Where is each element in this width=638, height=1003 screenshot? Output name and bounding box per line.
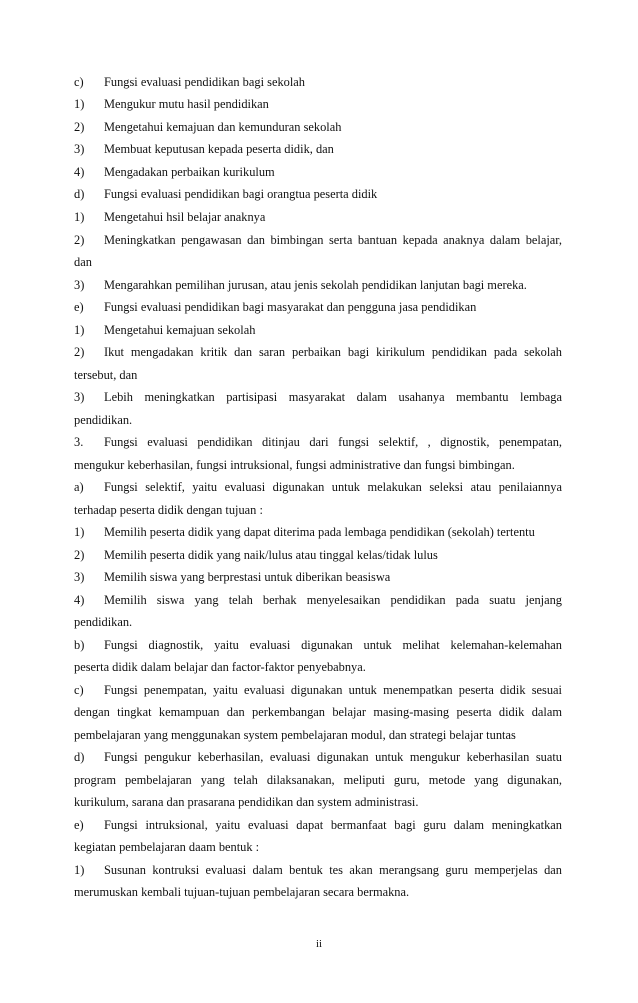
item-text: Susunan kontruksi evaluasi dalam bentuk tes akan merangsang guru memperjelas dan (104, 863, 562, 877)
item-label: a) (74, 480, 84, 494)
list-item (74, 74, 562, 90)
item-text: dan (74, 255, 92, 269)
list-item-continuation (74, 659, 562, 675)
item-label: 2) (74, 120, 85, 134)
item-text: mengukur keberhasilan, fungsi intruksional, fungsi administrative dan fungsi bimbingan. (74, 458, 515, 472)
item-text: dengan tingkat kemampuan dan perkembangan belajar masing-masing peserta didik dalam (74, 705, 562, 719)
item-text: Fungsi pengukur keberhasilan, evaluasi digunakan untuk mengukur keberhasilan suatu (104, 750, 562, 764)
list-item (74, 277, 562, 293)
item-text: Fungsi selektif, yaitu evaluasi digunakan untuk melakukan seleksi atau penilaiannya (104, 480, 562, 494)
list-item (74, 209, 562, 225)
list-item-continuation (74, 772, 562, 788)
item-label: 1) (74, 863, 85, 877)
item-text: kegiatan pembelajaran daam bentuk : (74, 840, 260, 854)
list-item (74, 389, 562, 405)
item-text: merumuskan kembali tujuan-tujuan pembelajaran secara bermakna. (74, 885, 410, 899)
item-text: Membuat keputusan kepada peserta didik, dan (104, 142, 334, 156)
item-text: tersebut, dan (74, 368, 138, 382)
list-item-continuation (74, 614, 562, 630)
item-text: Mengetahui kemajuan dan kemunduran sekolah (104, 120, 342, 134)
item-text: pendidikan. (74, 615, 133, 629)
item-label: 1) (74, 210, 85, 224)
list-item (74, 186, 562, 202)
list-item (74, 141, 562, 157)
item-text: Memilih siswa yang berprestasi untuk diberikan beasiswa (104, 570, 391, 584)
item-label: c) (74, 683, 84, 697)
item-text: kurikulum, sarana dan prasarana pendidikan dan system administrasi. (74, 795, 419, 809)
list-item (74, 96, 562, 112)
item-text: Memilih peserta didik yang naik/lulus atau tinggal kelas/tidak lulus (104, 548, 438, 562)
item-text: Mengarahkan pemilihan jurusan, atau jenis sekolah pendidikan lanjutan bagi mereka. (104, 278, 527, 292)
item-label: c) (74, 75, 84, 89)
item-text: Lebih meningkatkan partisipasi masyarakat dalam usahanya membantu lembaga (104, 390, 562, 404)
list-item (74, 817, 562, 833)
list-item (74, 119, 562, 135)
list-item (74, 569, 562, 585)
item-label: 1) (74, 525, 85, 539)
item-label: 4) (74, 593, 85, 607)
list-item-continuation (74, 884, 562, 900)
section-heading (74, 434, 562, 450)
item-text: Fungsi evaluasi pendidikan ditinjau dari fungsi selektif, , dignostik, penempatan, (104, 435, 562, 449)
list-item-continuation (74, 727, 562, 743)
list-item-continuation (74, 254, 562, 270)
item-label: 2) (74, 233, 85, 247)
list-item-continuation (74, 367, 562, 383)
item-text: Fungsi penempatan, yaitu evaluasi digunakan untuk menempatkan peserta didik sesuai (104, 683, 562, 697)
list-item (74, 592, 562, 608)
list-item (74, 164, 562, 180)
item-label: 3) (74, 278, 85, 292)
list-item (74, 637, 562, 653)
item-label: 2) (74, 345, 85, 359)
list-item (74, 524, 562, 540)
item-label: 3) (74, 390, 85, 404)
item-text: Mengukur mutu hasil pendidikan (104, 97, 269, 111)
list-item-continuation (74, 794, 562, 810)
item-text: Meningkatkan pengawasan dan bimbingan serta bantuan kepada anaknya dalam belajar, (104, 233, 562, 247)
list-item (74, 344, 562, 360)
page-number: ii (315, 938, 323, 950)
item-label: e) (74, 300, 84, 314)
item-label: 1) (74, 97, 85, 111)
item-label: 2) (74, 548, 85, 562)
list-item-continuation (74, 839, 562, 855)
list-item (74, 299, 562, 315)
list-item-continuation (74, 502, 562, 518)
item-text: Fungsi evaluasi pendidikan bagi sekolah (104, 75, 305, 89)
list-item-continuation (74, 457, 562, 473)
item-text: pendidikan. (74, 413, 133, 427)
item-text: Fungsi intruksional, yaitu evaluasi dapat bermanfaat bagi guru dalam meningkatkan (104, 818, 562, 832)
item-text: Ikut mengadakan kritik dan saran perbaikan bagi kirikulum pendidikan pada sekolah (104, 345, 562, 359)
item-text: Mengetahui kemajuan sekolah (104, 323, 256, 337)
item-label: b) (74, 638, 85, 652)
item-text: Mengadakan perbaikan kurikulum (104, 165, 275, 179)
item-text: terhadap peserta didik dengan tujuan : (74, 503, 263, 517)
item-text: Memilih peserta didik yang dapat diterima pada lembaga pendidikan (sekolah) tertentu (104, 525, 535, 539)
list-item (74, 547, 562, 563)
item-label: 1) (74, 323, 85, 337)
list-item-continuation (74, 704, 562, 720)
item-text: Fungsi diagnostik, yaitu evaluasi digunakan untuk melihat kelemahan-kelemahan (104, 638, 562, 652)
list-item (74, 479, 562, 495)
item-text: Fungsi evaluasi pendidikan bagi orangtua peserta didik (104, 187, 378, 201)
list-item-continuation (74, 412, 562, 428)
list-item (74, 749, 562, 765)
item-label: 3) (74, 570, 85, 584)
item-label: 4) (74, 165, 85, 179)
item-text: pembelajaran yang menggunakan system pembelajaran modul, dan strategi belajar tuntas (74, 728, 516, 742)
item-text: Memilih siswa yang telah berhak menyelesaikan pendidikan pada suatu jenjang (104, 593, 562, 607)
item-text: peserta didik dalam belajar dan factor-faktor penyebabnya. (74, 660, 366, 674)
item-text: Fungsi evaluasi pendidikan bagi masyarakat dan pengguna jasa pendidikan (104, 300, 477, 314)
list-item (74, 232, 562, 248)
item-label: 3. (74, 435, 84, 449)
item-label: e) (74, 818, 84, 832)
item-label: d) (74, 750, 85, 764)
list-item (74, 682, 562, 698)
item-text: program pembelajaran yang telah dilaksanakan, meliputi guru, metode yang digunakan, (74, 773, 562, 787)
list-item (74, 322, 562, 338)
item-label: 3) (74, 142, 85, 156)
item-text: Mengetahui hsil belajar anaknya (104, 210, 266, 224)
list-item (74, 862, 562, 878)
item-label: d) (74, 187, 85, 201)
